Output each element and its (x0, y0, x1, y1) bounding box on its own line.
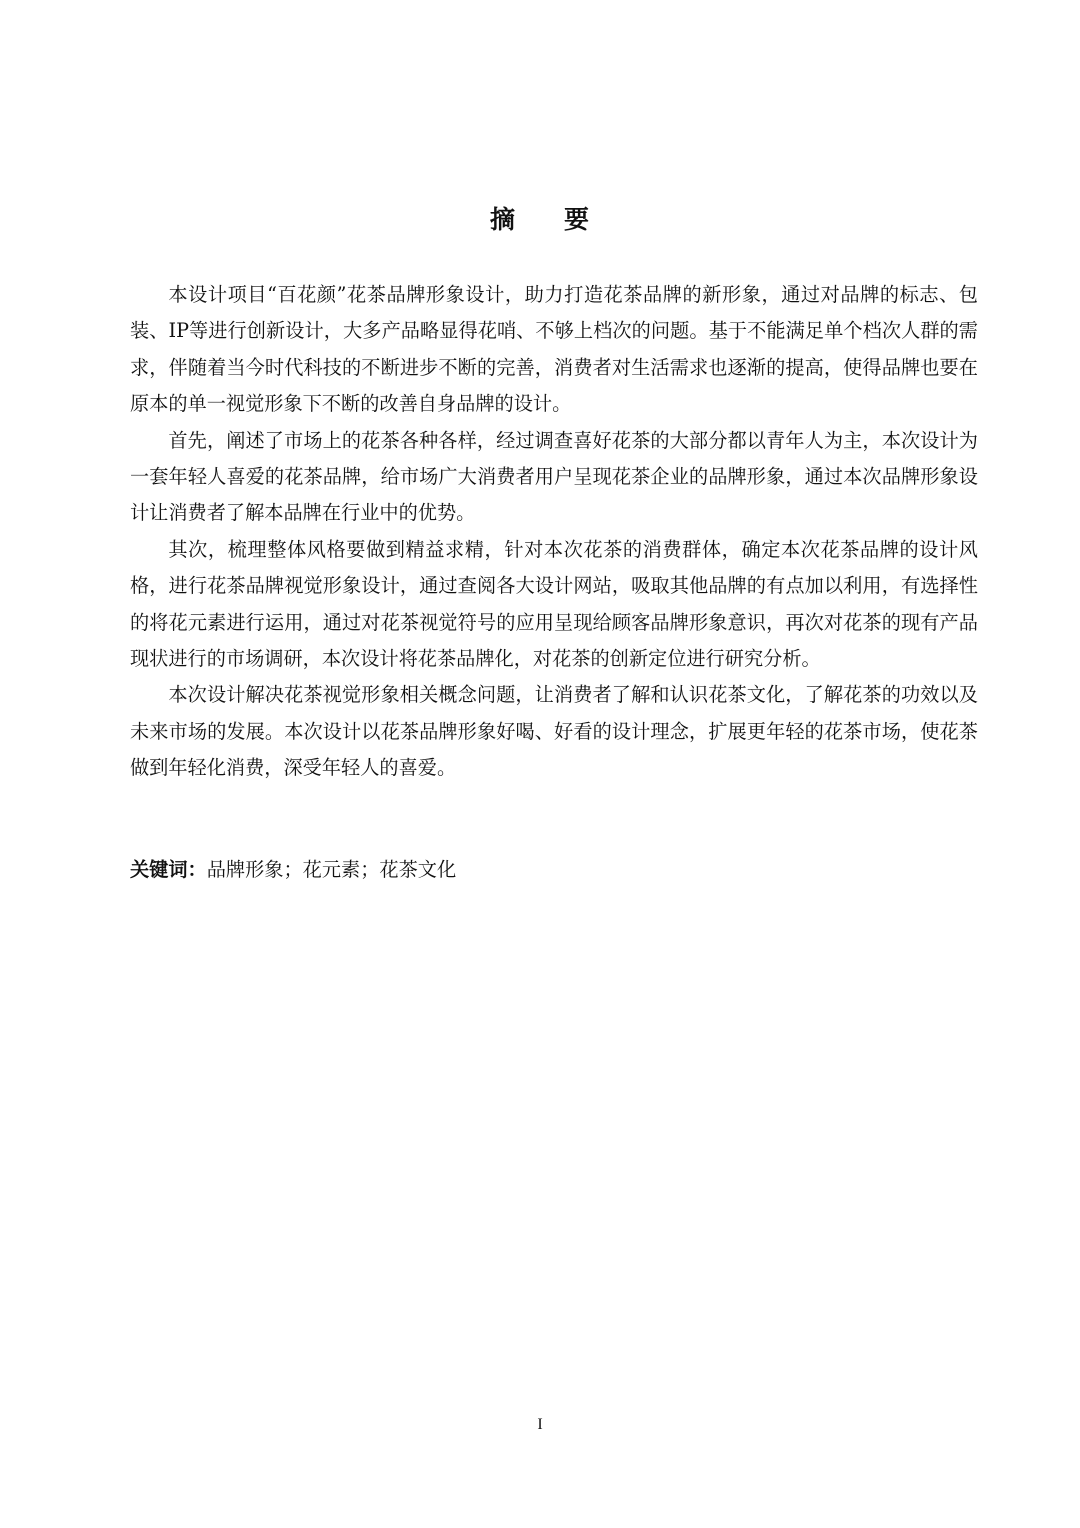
abstract-paragraph-2: 首先，阐述了市场上的花茶各种各样，经过调查喜好花茶的大部分都以青年人为主，本次设计为一套年轻人喜爱的花茶品牌，给市场广大消费者用户呈现花茶企业的品牌形象，通过本次品牌形象设计让消费者了解本品牌在行业中的优势。 (130, 428, 978, 525)
keywords-line (130, 852, 978, 888)
keywords-label: 关键词： (130, 858, 207, 881)
abstract-paragraph-4: 本次设计解决花茶视觉形象相关概念问题，让消费者了解和认识花茶文化，了解花茶的功效以及未来市场的发展。本次设计以花茶品牌形象好喝、好看的设计理念，扩展更年轻的花茶市场，使花茶做到年轻化消费，深受年轻人的喜爱。 (130, 683, 978, 780)
abstract-title-char-1: 摘 (489, 205, 516, 234)
abstract-paragraph-3: 其次，梳理整体风格要做到精益求精，针对本次花茶的消费群体，确定本次花茶品牌的设计风格，进行花茶品牌视觉形象设计，通过查阅各大设计网站，吸取其他品牌的有点加以利用，有选择性的将花元素进行运用，通过对花茶视觉符号的应用呈现给顾客品牌形象意识，再次对花茶的现有产品现状进行的市场调研，本次设计将花茶品牌化，对花茶的创新定位进行研究分析。 (130, 537, 978, 671)
abstract-paragraph-1: 本设计项目“百花颜”花茶品牌形象设计，助力打造花茶品牌的新形象，通过对品牌的标志、包装、IP等进行创新设计，大多产品略显得花哨、不够上档次的问题。基于不能满足单个档次人群的需求，伴随着当今时代科技的不断进步不断的完善，消费者对生活需求也逐渐的提高，使得品牌也要在原本的单一视觉形象下不断的改善自身品牌的设计。 (130, 283, 978, 416)
abstract-title (0, 200, 1080, 236)
page-number: I (537, 1416, 543, 1433)
abstract-title-char-2: 要 (564, 205, 591, 234)
keywords-value: 品牌形象；花元素；花茶文化 (206, 858, 457, 881)
abstract-body (130, 277, 978, 787)
